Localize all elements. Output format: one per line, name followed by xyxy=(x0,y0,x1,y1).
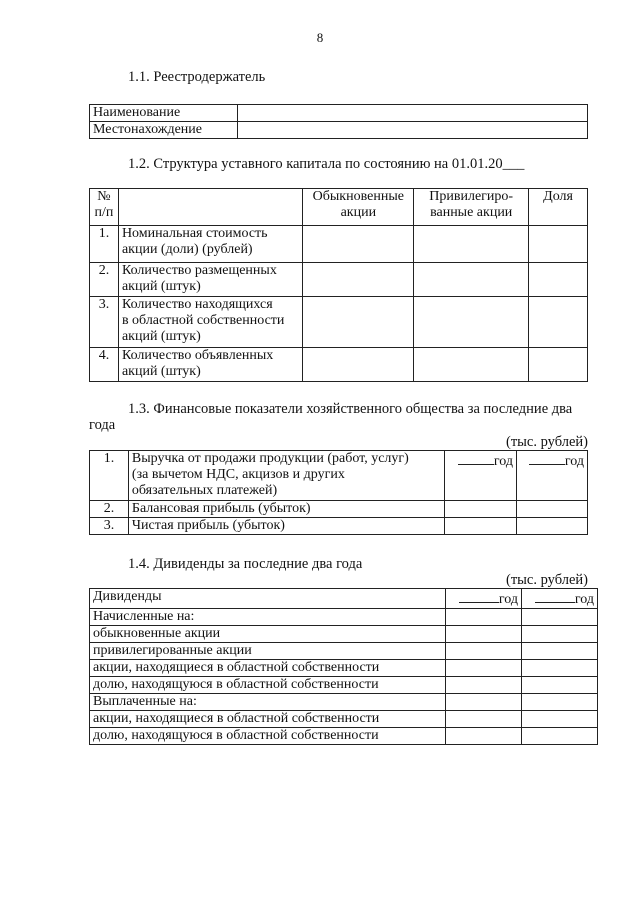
table-row: акции, находящиеся в областной собственности xyxy=(90,711,598,728)
table-row: долю, находящуюся в областной собственности xyxy=(90,677,598,694)
col-header-num: № п/п xyxy=(90,189,119,226)
table-row: 2. Балансовая прибыль (убыток) xyxy=(90,501,588,518)
page-number: 8 xyxy=(316,30,324,45)
table-row: 3. Чистая прибыль (убыток) xyxy=(90,518,588,535)
section-1-2-heading: 1.2. Структура уставного капитала по состоянию на 01.01.20___ xyxy=(128,156,525,172)
year-2-field[interactable]: год xyxy=(522,589,598,609)
table-row: обыкновенные акции xyxy=(90,626,598,643)
section-1-3-heading-cont: года xyxy=(89,417,116,433)
table-row: 4. Количество объявленных акций (штук) xyxy=(90,348,588,382)
col-header-indicator xyxy=(118,189,302,226)
section-1-3-heading: 1.3. Финансовые показатели хозяйственного общества за последние два xyxy=(128,401,573,417)
registrar-location-value[interactable] xyxy=(237,122,587,139)
year-1-field[interactable]: год xyxy=(446,589,522,609)
table-header-row: Дивиденды год год xyxy=(90,589,598,609)
registrar-name-value[interactable] xyxy=(237,105,587,122)
col-header-common: Обыкновенные акции xyxy=(303,189,414,226)
capital-structure-table xyxy=(89,188,588,382)
year-2-field[interactable]: год xyxy=(517,451,588,501)
section-1-1-heading: 1.1. Реестродержатель xyxy=(128,69,266,85)
table-row: 1. Выручка от продажи продукции (работ, услуг) (за вычетом НДС, акцизов и других обязательных платежей) год год xyxy=(90,451,588,501)
section-1-4-unit: (тыс. рублей) xyxy=(506,572,588,588)
year-1-field[interactable]: год xyxy=(445,451,517,501)
table-row: 2. Количество размещенных акций (штук) xyxy=(90,263,588,297)
financial-indicators-table xyxy=(89,450,588,535)
section-1-4-heading: 1.4. Дивиденды за последние два года xyxy=(128,556,363,572)
registrar-location-label: Местонахождение xyxy=(90,122,238,139)
table-row: 1. Номинальная стоимость акции (доли) (рублей) xyxy=(90,226,588,263)
table-row: Выплаченные на: xyxy=(90,694,598,711)
section-1-3-unit: (тыс. рублей) xyxy=(506,434,588,450)
dividends-table xyxy=(89,588,598,745)
table-row: акции, находящиеся в областной собственности xyxy=(90,660,598,677)
col-header-preferred: Привилегиро- ванные акции xyxy=(414,189,529,226)
table-row: Начисленные на: xyxy=(90,609,598,626)
table-row: 3. Количество находящихся в областной собственности акций (штук) xyxy=(90,297,588,348)
registrar-name-label: Наименование xyxy=(90,105,238,122)
table-row: долю, находящуюся в областной собственности xyxy=(90,728,598,745)
registrar-table xyxy=(89,104,588,139)
table-row: привилегированные акции xyxy=(90,643,598,660)
col-header-share: Доля xyxy=(529,189,588,226)
